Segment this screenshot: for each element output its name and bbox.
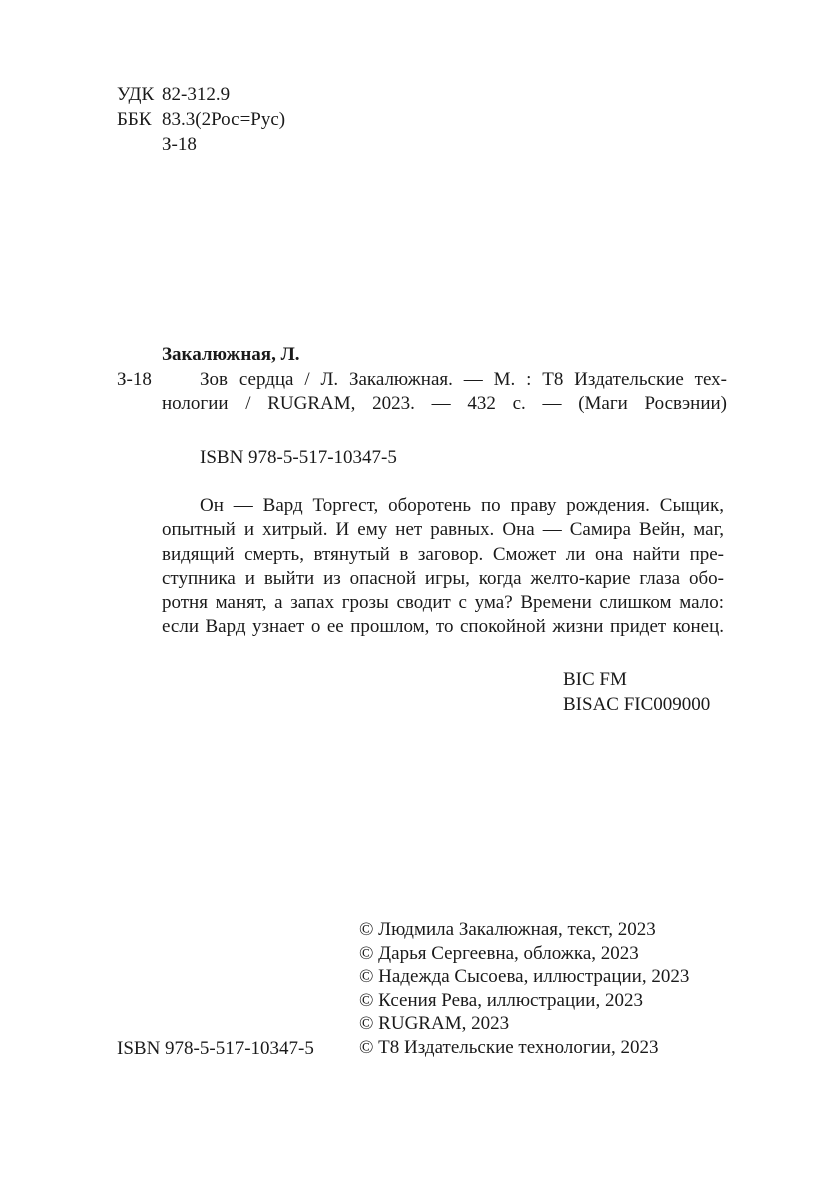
author-mark: З-18 (162, 134, 197, 155)
udk-value: 82-312.9 (162, 84, 231, 105)
bbk-value: 83.3(2Рос=Рус) (162, 109, 286, 130)
copyright-line: © Надежда Сысоева, иллюстрации, 2023 (359, 966, 690, 988)
annotation-line: Он — Вард Торгест, оборотень по праву рождения. Сыщик, (200, 495, 724, 516)
description-line: Зов сердца / Л. Закалюжная. — М. : Т8 Издательские тех- (200, 369, 727, 390)
annotation-line: видящий смерть, втянутый в заговор. Сможет ли она найти пре- (162, 543, 724, 565)
annotation (162, 494, 724, 640)
annotation-line: опытный и хитрый. И ему нет равных. Она — Самира Вейн, маг, (162, 519, 724, 541)
copyright-list (359, 918, 689, 1060)
annotation-line: если Вард узнает о ее прошлом, то спокойной жизни придет конец. (162, 616, 724, 638)
bbk-label: ББК (117, 109, 152, 130)
bic-code: BIC FM (563, 669, 627, 690)
annotation-line: ротня манят, а запах грозы сводит с ума? Времени слишком мало: (162, 592, 724, 614)
udk-label: УДК (117, 84, 155, 105)
copyright-line: © Людмила Закалюжная, текст, 2023 (359, 919, 656, 940)
description-line: нологии / RUGRAM, 2023. — 432 с. — (Маги Росвэнии) (162, 393, 727, 415)
record-isbn: ISBN 978-5-517-10347-5 (200, 447, 397, 468)
copyright-line: © RUGRAM, 2023 (359, 1013, 510, 1035)
copyright-line: © Дарья Сергеевна, обложка, 2023 (359, 942, 639, 964)
copyright-line: © Т8 Издательские технологии, 2023 (359, 1036, 659, 1058)
bisac-code: BISAC FIC009000 (563, 694, 711, 715)
author-heading: Закалюжная, Л. (162, 344, 300, 365)
record-author-mark: З-18 (117, 369, 152, 390)
record-description (162, 368, 727, 417)
footer-isbn: ISBN 978-5-517-10347-5 (117, 1038, 314, 1059)
annotation-line: ступника и выйти из опасной игры, когда желто-карие глаза обо- (162, 567, 724, 589)
copyright-line: © Ксения Рева, иллюстрации, 2023 (359, 989, 643, 1011)
